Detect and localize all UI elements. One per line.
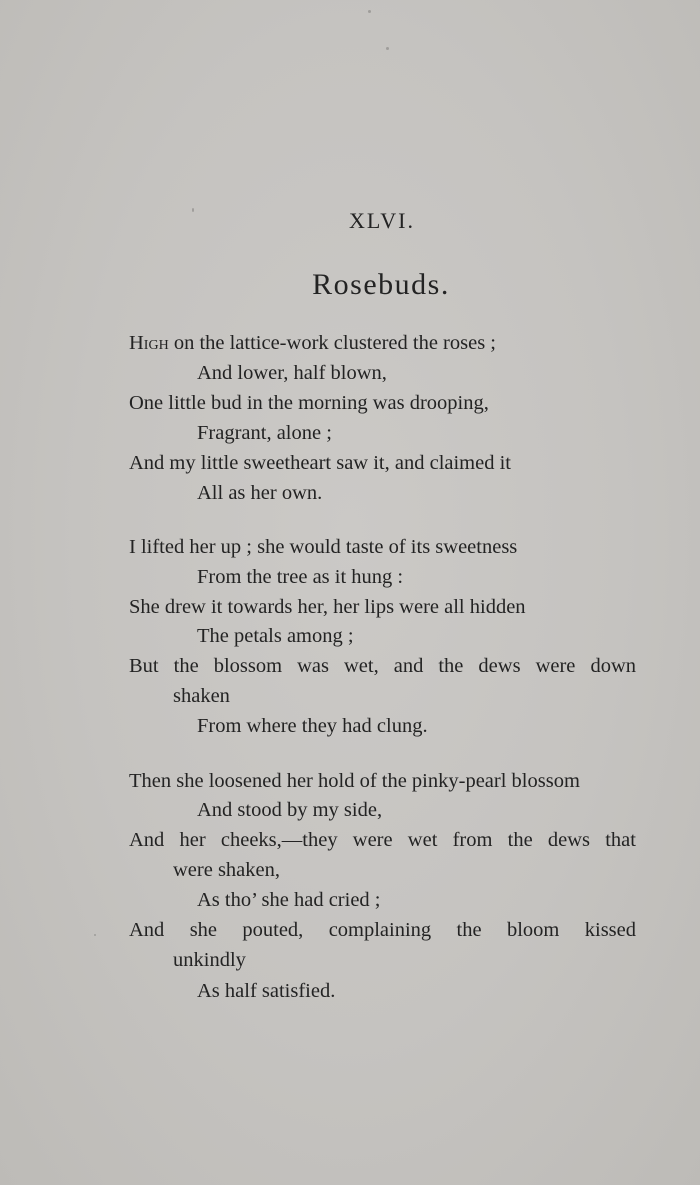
paper-speck [368, 10, 371, 13]
line-word: her [179, 829, 206, 851]
line-word: wet [407, 829, 438, 851]
poem-line: Then she loosened her hold of the pinky-pearl blossom [129, 770, 580, 792]
poem-line: And my little sweetheart saw it, and claimed it [129, 452, 511, 474]
poem-line: From where they had clung. [197, 715, 428, 737]
line-lead-word: High [129, 332, 169, 354]
poem-line: And lower, half blown, [197, 362, 387, 384]
line-word: the [507, 829, 533, 851]
line-word: were [352, 829, 393, 851]
line-word: the [438, 655, 464, 677]
line-word: But [129, 655, 159, 677]
poem-line: shaken [173, 685, 230, 707]
paper-speck [94, 934, 96, 936]
poem-line [129, 915, 636, 945]
poem-line: I lifted her up ; she would taste of its sweetness [129, 536, 518, 558]
line-word: from [452, 829, 493, 851]
poem-number: XLVI. [348, 208, 416, 233]
line-text: on the lattice-work clustered the roses ; [168, 332, 497, 354]
poem-line: As tho’ she had cried ; [197, 889, 381, 911]
poem-line [129, 328, 496, 358]
line-word: bloom [506, 919, 560, 941]
line-word: and [393, 655, 424, 677]
line-word: dews [478, 655, 521, 677]
line-word: was [297, 655, 329, 677]
poem-line: And stood by my side, [197, 799, 383, 821]
line-word: down [590, 655, 636, 677]
line-word: the [456, 919, 482, 941]
line-word: kissed [584, 919, 636, 941]
line-word: she [189, 919, 218, 941]
line-word: cheeks,—they [220, 829, 338, 851]
poem-title: Rosebuds. [312, 268, 450, 301]
line-word: pouted, [242, 919, 304, 941]
line-word: complaining [328, 919, 432, 941]
line-word: the [173, 655, 199, 677]
poem-line [129, 651, 636, 681]
line-word: wet, [343, 655, 379, 677]
poem-line: She drew it towards her, her lips were all hidden [129, 596, 526, 618]
poem-line: were shaken, [173, 859, 281, 881]
line-word: that [605, 829, 636, 851]
poem-line [129, 825, 636, 855]
poem-line: From the tree as it hung : [197, 566, 404, 588]
poem-line: Fragrant, alone ; [197, 422, 332, 444]
line-word: dews [547, 829, 591, 851]
line-word: blossom [213, 655, 283, 677]
line-word: And [129, 829, 165, 851]
poem-line: As half satisfied. [197, 980, 336, 1002]
poem-line: The petals among ; [197, 625, 354, 647]
line-word: And [129, 919, 165, 941]
poem-line: One little bud in the morning was drooping, [129, 392, 489, 414]
paper-speck [386, 47, 389, 50]
line-word: were [535, 655, 576, 677]
poem-line: unkindly [173, 949, 246, 971]
poem-line: All as her own. [197, 482, 323, 504]
